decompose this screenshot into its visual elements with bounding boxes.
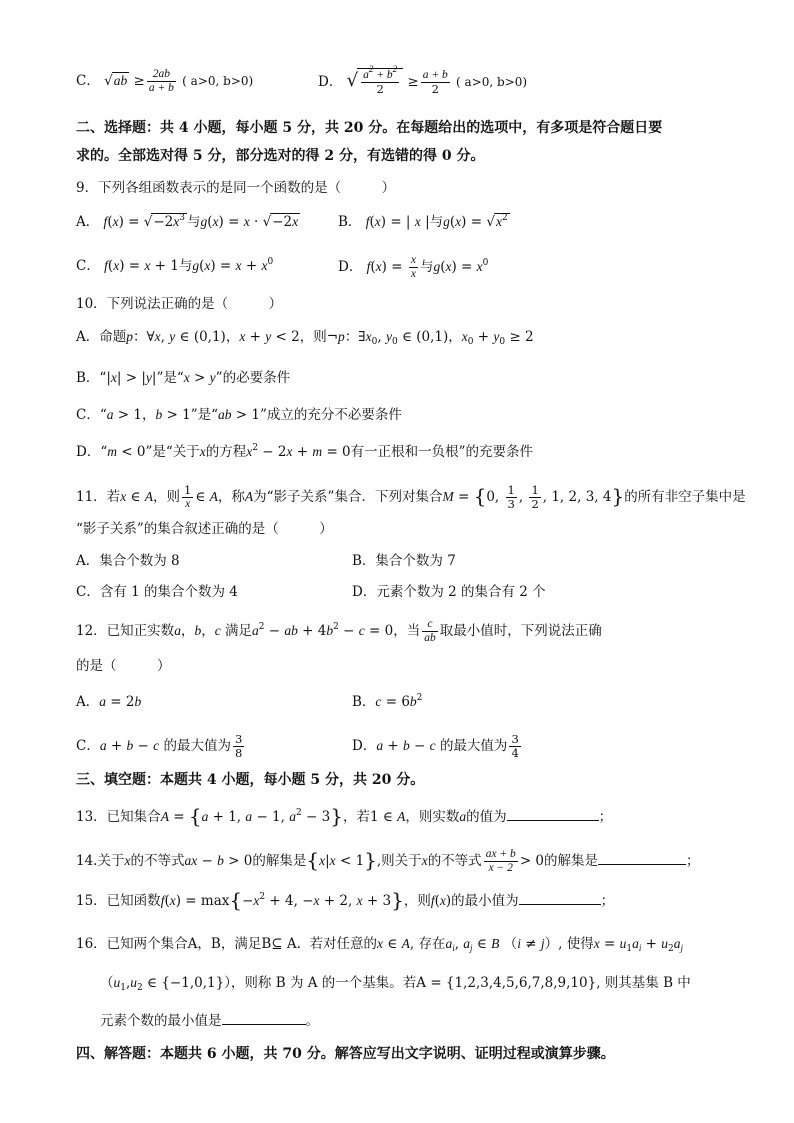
q11-option-c: C．含有 1 的集合个数为 4 [76, 584, 238, 600]
q8-option-c: C． √ab ≥ $\frac{2ab}{a + b}$ ( a>0, b>0) [76, 68, 254, 94]
q9-option-a: A． $f(x) = √-2x^3$ 与g(x) = x · √−2x [76, 213, 299, 230]
q11-option-b: B．集合个数为 7 [352, 553, 456, 569]
q10-stem: 10．下列说法正确的是（ ） [76, 296, 283, 312]
q11-stem: 11．若x ∈ A，则 $\frac{1}{x}$ ∈ A，称A为“影子关系”集合．下列对集合M = {0, $\frac{1}{3}$ , $\frac{1}{2}$ , 1, 2, 3, 4}的所有非空子集中是 [76, 483, 746, 511]
q9-stem: 9．下列各组函数表示的是同一个函数的是（ ） [76, 180, 396, 196]
q13-answer-blank[interactable] [507, 806, 599, 821]
q16-answer-blank[interactable] [222, 1010, 306, 1025]
q16-line2: （$u_1,u_2$ ∈ {−1,0,1}），则称 B 为 A 的一个基集。若A = {1,2,3,4,5,6,7,8,9,10}, 则其基集 B 中 [100, 975, 691, 993]
q12-option-c: C．a + b − c 的最大值为 $\frac{3}{8}$ [76, 732, 243, 760]
q11-option-a: A．集合个数为 8 [76, 553, 180, 569]
q16-line1: 16．已知两个集合A，B，满足B⊆ A. 若对任意的x ∈ A, 存在$a_i$, $a_j$ ∈ B （i ≠ j）, 使得$x = u_1a_i + u_2a_j$ [76, 936, 684, 954]
q14-answer-blank[interactable] [598, 850, 686, 865]
q15-answer-blank[interactable] [519, 890, 601, 905]
q8-c-cond: ( a>0, b>0) [182, 74, 254, 88]
q9-option-b: B． f(x) = | x |与$g(x) = √x^2$ [338, 213, 508, 230]
q8-d-cond: ( a>0, b>0) [456, 75, 528, 89]
section4-heading: 四、解答题：本题共 6 小题，共 70 分。解答应写出文字说明、证明过程或演算步骤。 [76, 1046, 615, 1062]
q9-option-c: C． f(x) = x + 1与$g(x) = x + x^0$ [76, 257, 274, 274]
section2-heading-line2: 求的。全部选对得 5 分，部分选对的得 2 分，有选错的得 0 分。 [76, 148, 485, 164]
q10-option-d: D．“m < 0”是“关于x的方程$x^2 - 2x + m = 0$有一正根和一负根”的充要条件 [76, 443, 534, 460]
q13: 13．已知集合A = {a + 1, a − 1, $a^2 - 3$}，若1 ∈ A，则实数a的值为 ； [76, 804, 613, 828]
q14: 14.关于x的不等式ax − b > 0的解集是{x|x < 1},则关于x的不等式 $\frac{ax + b}{x - 2}$ > 0的解集是 ； [76, 848, 700, 874]
q12-option-a: A．a = 2b [76, 694, 142, 710]
q12-stem-line2: 的是（ ） [76, 658, 171, 674]
q12-option-b: B．$c = 6b^2$ [352, 693, 423, 710]
q11-stem-line2: “影子关系”的集合叙述正确的是（ ） [76, 521, 333, 537]
q15: 15．已知函数$f(x) = \max\{-x^2 + 4$, −x + 2, x + 3}，则f(x)的最小值为 ； [76, 888, 615, 912]
q12-option-d: D．a + b − c 的最大值为 $\frac{3}{4}$ [352, 732, 519, 760]
q10-option-a: A．命题p：∀x, y ∈ (0,1)，x + y < 2，则¬p：$\exists x_0$, $y_0$ ∈ (0,1)，$x_0 + y_0 \ge 2$ [76, 329, 534, 347]
q11-option-d: D．元素个数为 2 的集合有 2 个 [352, 584, 546, 600]
section2-heading-line1: 二、选择题：共 4 小题，每小题 5 分，共 20 分。在每题给出的选项中，有多项是符合题日要 [76, 120, 663, 136]
q9-option-d: D． f(x) = $\frac{x}{x}$ 与$g(x) = x^0$ [338, 254, 489, 280]
q10-option-c: C．“a > 1，b > 1”是“ab > 1”成立的充分不必要条件 [76, 407, 402, 423]
q12-stem: 12．已知正实数a，b，c 满足$a^2$ − ab + $4b^2 - c = 0$，当 $\frac{c}{ab}$ 取最小值时，下列说法正确 [76, 618, 602, 644]
q16-line3: 元素个数的最小值是 。 [100, 1010, 734, 1031]
section3-heading: 三、填空题：本题共 4 小题，每小题 5 分，共 20 分。 [76, 772, 425, 788]
q8-option-d: D． √ $\frac{a^2 + b^2}{2}$ ≥ $\frac{a + b}{2}$ ( a>0, b>0) [318, 64, 528, 96]
q10-option-b: B．“|x| > |y|”是“x > y”的必要条件 [76, 370, 291, 386]
